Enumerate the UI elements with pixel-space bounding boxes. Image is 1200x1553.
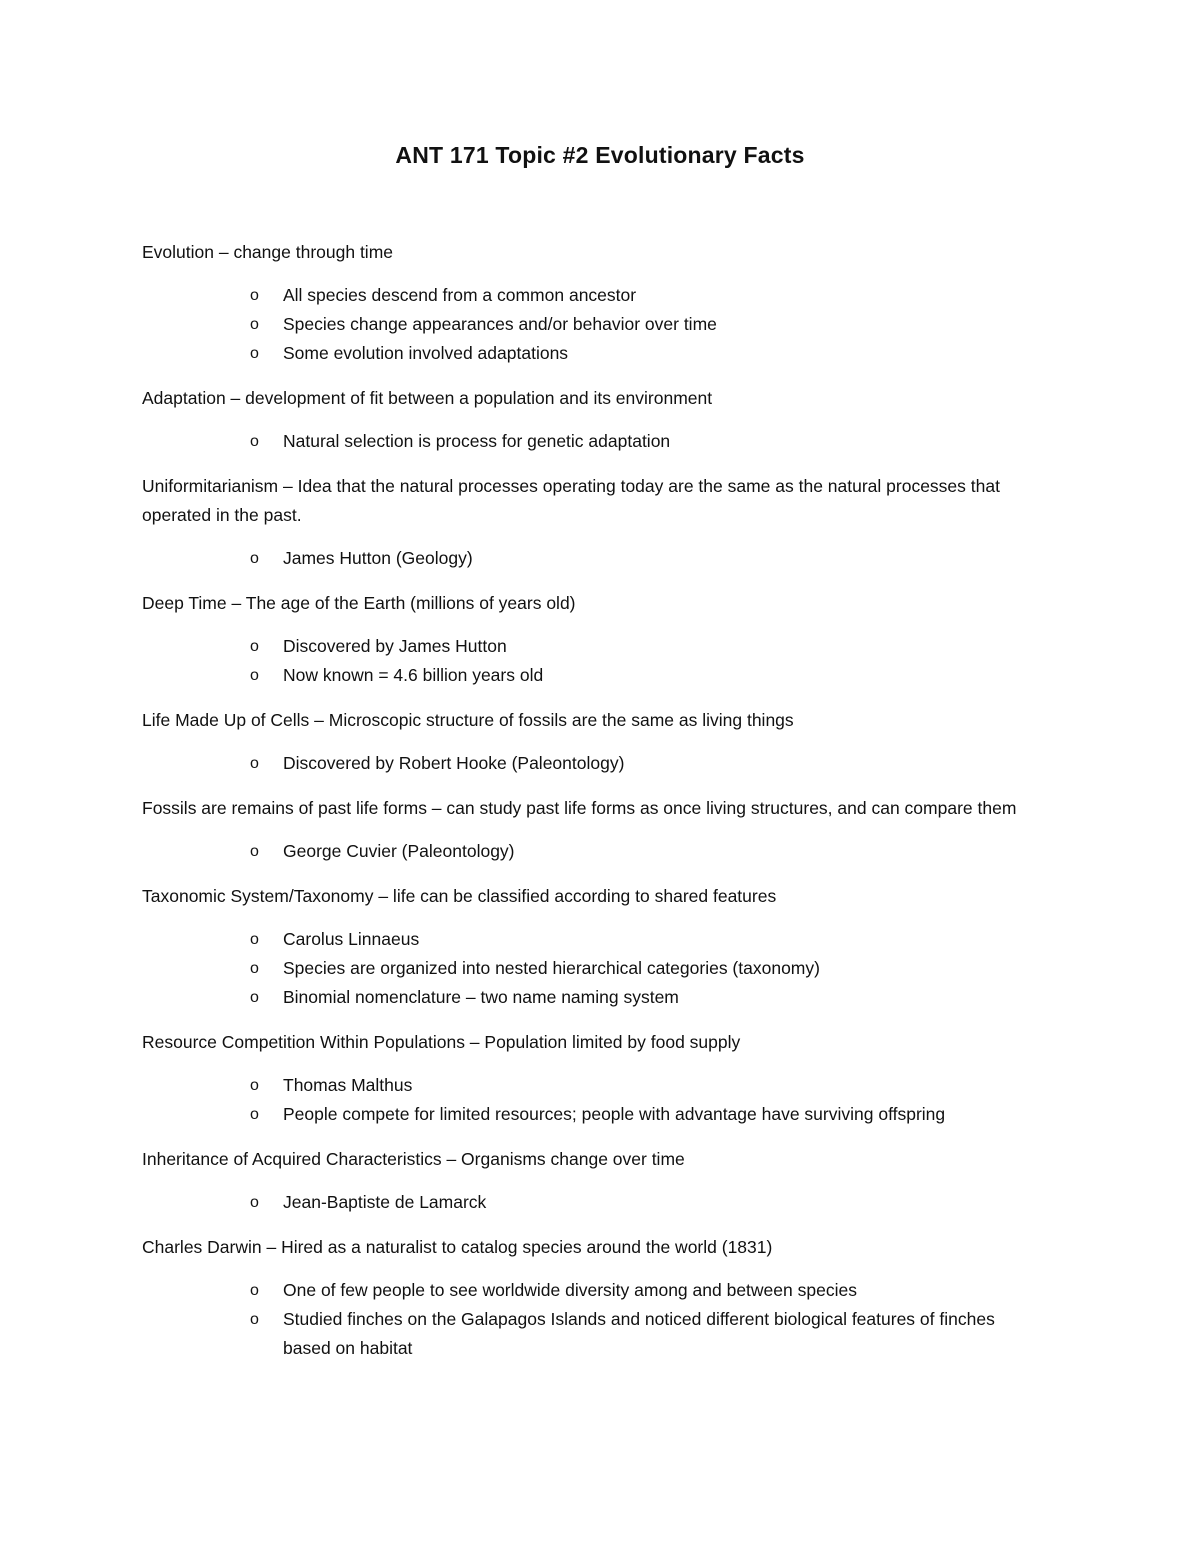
list-item-text: All species descend from a common ancestor [283,285,637,305]
bullet-circle-icon: o [250,1194,259,1211]
section-heading-text: Uniformitarianism – Idea that the natural processes operating today are the same as the natural processes that operated in the past. [142,476,1000,525]
list-item [142,427,1042,456]
bullet-circle-icon: o [250,1311,259,1328]
list-item-text: George Cuvier (Paleontology) [283,841,515,861]
list-item-text: James Hutton (Geology) [283,548,473,568]
list-item-text: One of few people to see worldwide diversity among and between species [283,1280,857,1300]
list-item [142,1305,1042,1363]
list-item-text: Some evolution involved adaptations [283,343,569,363]
document-title: ANT 171 Topic #2 Evolutionary Facts [395,142,805,168]
list-item [142,281,1042,310]
section-heading-text: Life Made Up of Cells – Microscopic structure of fossils are the same as living things [142,710,794,730]
section [142,384,1042,456]
section [142,238,1042,368]
list-item [142,1071,1042,1100]
bullet-circle-icon: o [250,1106,259,1123]
bullet-list [142,281,1042,368]
document-body [142,238,1042,1379]
section [142,706,1042,778]
list-item [142,310,1042,339]
list-item-text: Discovered by James Hutton [283,636,507,656]
bullet-circle-icon: o [250,989,259,1006]
bullet-circle-icon: o [250,550,259,567]
bullet-circle-icon: o [250,1077,259,1094]
section [142,1233,1042,1363]
list-item [142,1188,1042,1217]
list-item-text: People compete for limited resources; people with advantage have surviving offspring [283,1104,946,1124]
list-item-text: Now known = 4.6 billion years old [283,665,544,685]
list-item [142,1100,1042,1129]
bullet-circle-icon: o [250,287,259,304]
list-item [142,632,1042,661]
bullet-circle-icon: o [250,960,259,977]
list-item-text: Studied finches on the Galapagos Islands and noticed different biological features of finches based on habitat [283,1309,995,1358]
section-heading-text: Adaptation – development of fit between a population and its environment [142,388,713,408]
list-item-text: Binomial nomenclature – two name naming system [283,987,679,1007]
list-item [142,544,1042,573]
section [142,589,1042,690]
bullet-circle-icon: o [250,638,259,655]
list-item [142,925,1042,954]
section [142,1028,1042,1129]
list-item-text: Natural selection is process for genetic adaptation [283,431,671,451]
bullet-list [142,427,1042,456]
list-item [142,749,1042,778]
bullet-list [142,1276,1042,1363]
bullet-circle-icon: o [250,1282,259,1299]
list-item-text: Species change appearances and/or behavior over time [283,314,717,334]
section [142,1145,1042,1217]
section [142,472,1042,573]
bullet-list [142,837,1042,866]
bullet-list [142,925,1042,1012]
list-item-text: Discovered by Robert Hooke (Paleontology) [283,753,625,773]
bullet-list [142,1188,1042,1217]
section [142,882,1042,1012]
bullet-list [142,544,1042,573]
list-item-text: Thomas Malthus [283,1075,413,1095]
bullet-circle-icon: o [250,755,259,772]
bullet-list [142,749,1042,778]
list-item [142,1276,1042,1305]
list-item-text: Species are organized into nested hierarchical categories (taxonomy) [283,958,820,978]
list-item [142,954,1042,983]
section-heading-text: Charles Darwin – Hired as a naturalist to catalog species around the world (1831) [142,1237,773,1257]
section-heading-text: Deep Time – The age of the Earth (millions of years old) [142,593,576,613]
section-heading-text: Taxonomic System/Taxonomy – life can be classified according to shared features [142,886,777,906]
section-heading-text: Inheritance of Acquired Characteristics – Organisms change over time [142,1149,685,1169]
list-item-text: Jean-Baptiste de Lamarck [283,1192,487,1212]
section [142,794,1042,866]
bullet-circle-icon: o [250,931,259,948]
list-item [142,983,1042,1012]
section-heading-text: Fossils are remains of past life forms – can study past life forms as once living structures, and can compare them [142,798,1017,818]
list-item-text: Carolus Linnaeus [283,929,420,949]
section-heading-text: Resource Competition Within Populations – Population limited by food supply [142,1032,741,1052]
bullet-circle-icon: o [250,316,259,333]
section-heading-text: Evolution – change through time [142,242,393,262]
bullet-circle-icon: o [250,843,259,860]
list-item [142,339,1042,368]
bullet-list [142,632,1042,690]
bullet-circle-icon: o [250,433,259,450]
list-item [142,661,1042,690]
bullet-list [142,1071,1042,1129]
bullet-circle-icon: o [250,345,259,362]
bullet-circle-icon: o [250,667,259,684]
list-item [142,837,1042,866]
